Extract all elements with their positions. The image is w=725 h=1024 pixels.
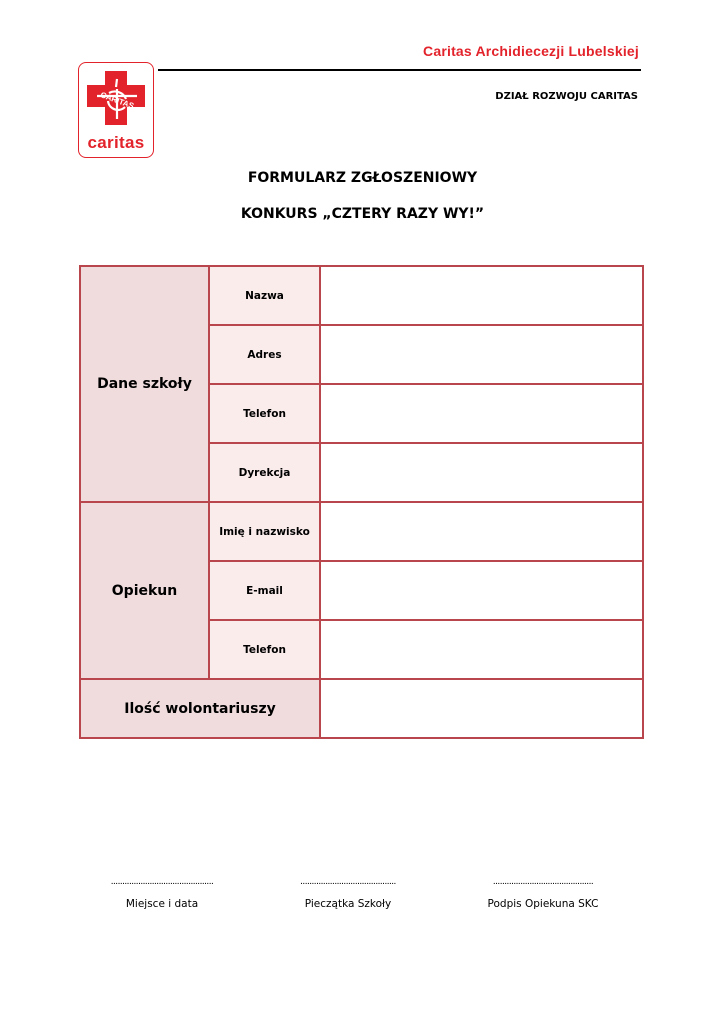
- school-principal-label: Dyrekcja: [209, 443, 320, 502]
- signature-guardian: [453, 876, 633, 910]
- guardian-group-label: Opiekun: [80, 502, 209, 679]
- signature-place-date: [72, 876, 252, 910]
- signature-line[interactable]: ............................................: [492, 876, 594, 887]
- signature-school-stamp: [258, 876, 438, 910]
- guardian-email-label: E-mail: [209, 561, 320, 620]
- guardian-email-field[interactable]: [320, 561, 643, 620]
- organization-name: Caritas Archidiecezji Lubelskiej: [423, 43, 639, 59]
- signature-label: Pieczątka Szkoły: [304, 898, 392, 910]
- contest-title: KONKURS „CZTERY RAZY WY!”: [240, 206, 485, 222]
- school-address-label: Adres: [209, 325, 320, 384]
- signature-line[interactable]: ..........................................: [300, 876, 396, 887]
- application-form-table: [79, 265, 644, 739]
- guardian-phone-field[interactable]: [320, 620, 643, 679]
- school-group-label: Dane szkoły: [80, 266, 209, 502]
- table-row: [80, 679, 643, 738]
- guardian-name-field[interactable]: [320, 502, 643, 561]
- table-row: [80, 502, 643, 561]
- svg-text:CARITAS: CARITAS: [99, 90, 136, 111]
- school-phone-field[interactable]: [320, 384, 643, 443]
- header-rule: [158, 69, 641, 71]
- school-name-field[interactable]: [320, 266, 643, 325]
- department-name: DZIAŁ ROZWOJU CARITAS: [495, 91, 638, 102]
- guardian-name-label: Imię i nazwisko: [209, 502, 320, 561]
- school-phone-label: Telefon: [209, 384, 320, 443]
- caritas-logo: [78, 62, 154, 158]
- volunteers-count-label: Ilość wolontariuszy: [80, 679, 320, 738]
- guardian-phone-label: Telefon: [209, 620, 320, 679]
- school-name-label: Nazwa: [209, 266, 320, 325]
- school-address-field[interactable]: [320, 325, 643, 384]
- logo-wordmark: caritas: [87, 133, 145, 152]
- signature-label: Miejsce i data: [125, 898, 199, 910]
- signature-label: Podpis Opiekuna SKC: [487, 898, 599, 910]
- form-title: FORMULARZ ZGŁOSZENIOWY: [247, 170, 478, 186]
- signature-line[interactable]: .............................................: [110, 876, 214, 887]
- table-row: [80, 266, 643, 325]
- school-principal-field[interactable]: [320, 443, 643, 502]
- volunteers-count-field[interactable]: [320, 679, 643, 738]
